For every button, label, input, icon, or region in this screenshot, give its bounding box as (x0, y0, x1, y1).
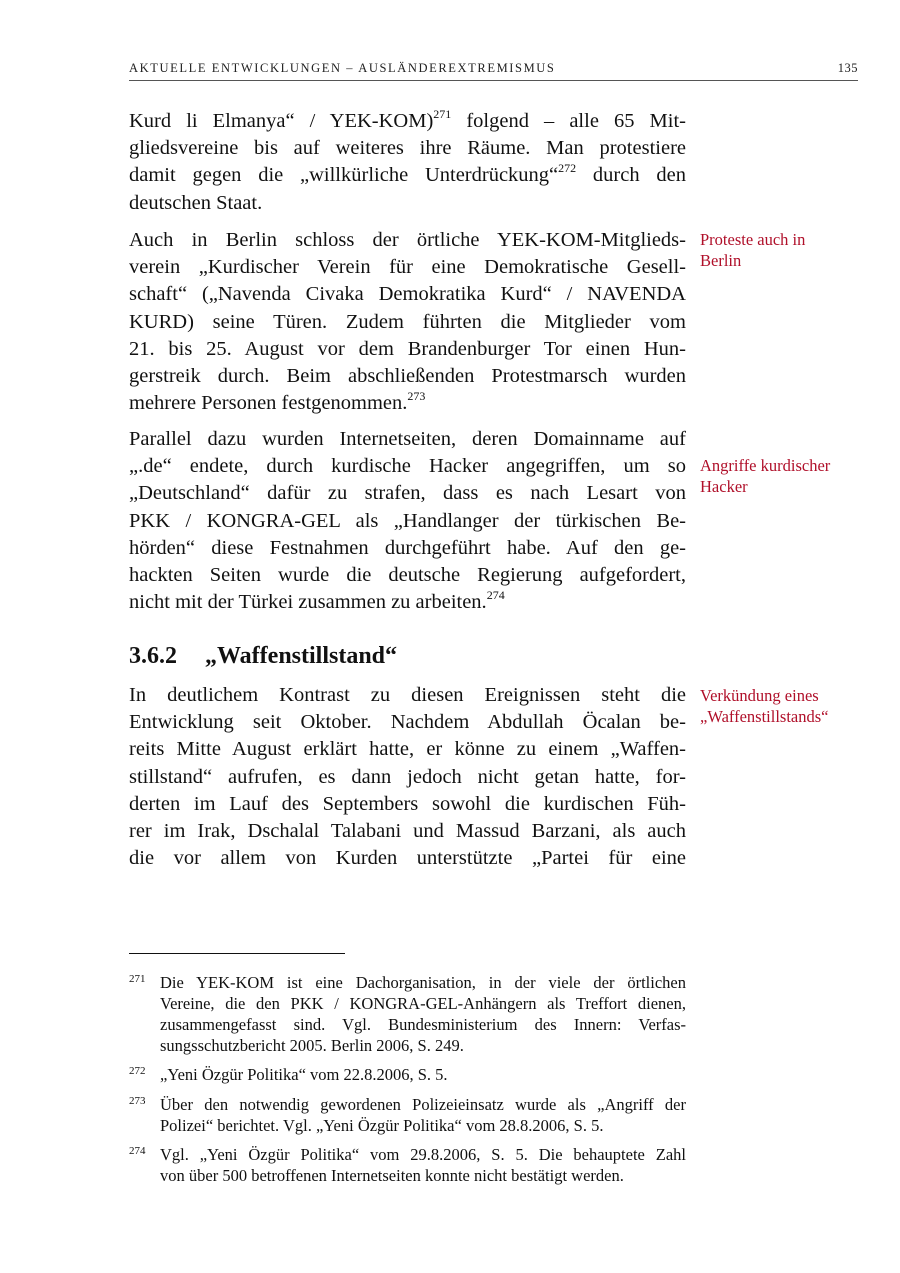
line-text: mehrere Personen festgenommen. (129, 392, 408, 415)
paragraph-line (129, 162, 686, 189)
paragraph-line (129, 508, 686, 535)
line-text: hörden“ diese Festnahmen durchgeführt habe. Auf den ge- (129, 536, 686, 559)
line-text: 21. bis 25. August vor dem Brandenburger Tor einen Hun- (129, 337, 686, 360)
margin-note-line: Hacker (700, 477, 748, 496)
line-text: nicht mit der Türkei zusammen zu arbeiten. (129, 591, 487, 614)
line-text: Kurd li Elmanya“ / YEK-KOM) (129, 110, 434, 132)
footnote-number: 271 (129, 973, 146, 985)
paragraph-line (129, 535, 686, 562)
line-text: verein „Kurdischer Verein für eine Demokratische Gesell- (129, 256, 686, 279)
footnote-line: von über 500 betroffenen Internetseiten konnte nicht bestätigt werden. (160, 1166, 624, 1185)
footnote-line: sungsschutzbericht 2005. Berlin 2006, S. 249. (160, 1036, 464, 1055)
paragraph-line (129, 108, 686, 135)
paragraph-line (129, 309, 686, 336)
paragraph-line (129, 791, 686, 818)
footnote-line: zusammengefasst sind. Vgl. Bundesministerium des Innern: Verfas- (160, 1015, 686, 1034)
paragraph-line (129, 390, 686, 417)
line-text: damit gegen die „willkürliche Unterdrückung“ (129, 164, 559, 187)
paragraph-line (129, 336, 686, 363)
margin-note-line: Verkündung eines (700, 686, 819, 705)
paragraph-line (129, 254, 686, 281)
footnote-number: 273 (129, 1095, 146, 1107)
margin-note-line: „Waffenstillstands“ (700, 707, 829, 726)
line-text: In deutlichem Kontrast zu diesen Ereignissen steht die (129, 684, 686, 706)
footnote-reference: 272 (558, 161, 577, 176)
line-text: „.de“ endete, durch kurdische Hacker angegriffen, um so (129, 455, 686, 478)
line-text: durch den (576, 164, 686, 187)
line-text: Parallel dazu wurden Internetseiten, deren Domainname auf (129, 428, 686, 450)
running-header (129, 61, 858, 76)
section-title: „Waffenstillstand“ (205, 643, 398, 669)
paragraph-line (129, 480, 686, 507)
line-text: schaft“ („Navenda Civaka Demokratika Kurd“ / NAVENDA (129, 283, 686, 306)
line-text: PKK / KONGRA-GEL als „Handlanger der türkischen Be- (129, 509, 686, 532)
footnote-line: „Yeni Özgür Politika“ vom 22.8.2006, S. 5. (160, 1065, 448, 1084)
line-text: Entwicklung seit Oktober. Nachdem Abdullah Öcalan be- (129, 711, 686, 734)
line-text: die vor allem von Kurden unterstützte „Partei für eine (129, 847, 686, 870)
paragraph-line (129, 682, 686, 709)
footnote-rule (129, 953, 345, 954)
paragraph-line (129, 135, 686, 162)
footnote-number: 274 (129, 1145, 146, 1157)
line-text: folgend – alle 65 Mit- (451, 110, 686, 132)
margin-note-line: Proteste auch in (700, 230, 806, 249)
footnote-line: Vgl. „Yeni Özgür Politika“ vom 29.8.2006, S. 5. Die behauptete Zahl (160, 1145, 686, 1164)
margin-note-line: Berlin (700, 251, 742, 270)
header-rule (129, 80, 858, 81)
footnote-line: Vereine, die den PKK / KONGRA-GEL-Anhängern als Treffort dienen, (160, 994, 686, 1013)
paragraph-line (129, 227, 686, 254)
line-text: hackten Seiten wurde die deutsche Regierung aufgefordert, (129, 564, 686, 586)
running-title: AKTUELLE ENTWICKLUNGEN – AUSLÄNDEREXTREMISMUS (129, 61, 556, 75)
footnote-number: 272 (129, 1065, 146, 1077)
section-heading (129, 640, 397, 672)
paragraph-line (129, 845, 686, 872)
paragraph-line (129, 736, 686, 763)
line-text: gerstreik durch. Beim abschließenden Protestmarsch wurden (129, 365, 686, 387)
line-text: rer im Irak, Dschalal Talabani und Massud Barzani, als auch (129, 820, 686, 842)
line-text: derten im Lauf des Septembers sowohl die kurdischen Füh- (129, 792, 686, 815)
footnote-reference: 273 (407, 389, 426, 404)
line-text: reits Mitte August erklärt hatte, er könne zu einem „Waffen- (129, 738, 686, 761)
paragraph-line (129, 453, 686, 480)
footnote-line: Die YEK-KOM ist eine Dachorganisation, in der viele der örtlichen (160, 973, 686, 992)
paragraph-line (129, 281, 686, 308)
section-number: 3.6.2 (129, 643, 177, 669)
margin-note-line: Angriffe kurdischer (700, 456, 831, 475)
paragraph-line (129, 426, 686, 453)
page-number: 135 (837, 61, 858, 75)
margin-note (700, 455, 860, 497)
paragraph-line (129, 190, 686, 217)
footnote-line: Über den notwendig gewordenen Polizeieinsatz wurde als „Angriff der (160, 1095, 686, 1114)
line-text: stillstand“ aufrufen, es dann jedoch nicht getan hatte, for- (129, 765, 686, 788)
paragraph-line (129, 562, 686, 589)
footnote-line: Polizei“ berichtet. Vgl. „Yeni Özgür Politika“ vom 28.8.2006, S. 5. (160, 1116, 604, 1135)
margin-note (700, 685, 860, 727)
paragraph-line (129, 709, 686, 736)
paragraph-line (129, 764, 686, 791)
line-text: KURD) seine Türen. Zudem führten die Mitglieder vom (129, 310, 686, 333)
paragraph-line (129, 363, 686, 390)
margin-note (700, 229, 860, 271)
line-text: deutschen Staat. (129, 191, 263, 214)
line-text: gliedsvereine bis auf weiteres ihre Räume. Man protestiere (129, 137, 686, 160)
paragraph-line (129, 818, 686, 845)
paragraph-line (129, 589, 686, 616)
line-text: Auch in Berlin schloss der örtliche YEK-KOM-Mitglieds- (129, 229, 686, 251)
line-text: „Deutschland“ dafür zu strafen, dass es nach Lesart von (129, 482, 686, 505)
footnote-reference: 271 (433, 107, 452, 121)
footnote-reference: 274 (486, 588, 505, 603)
